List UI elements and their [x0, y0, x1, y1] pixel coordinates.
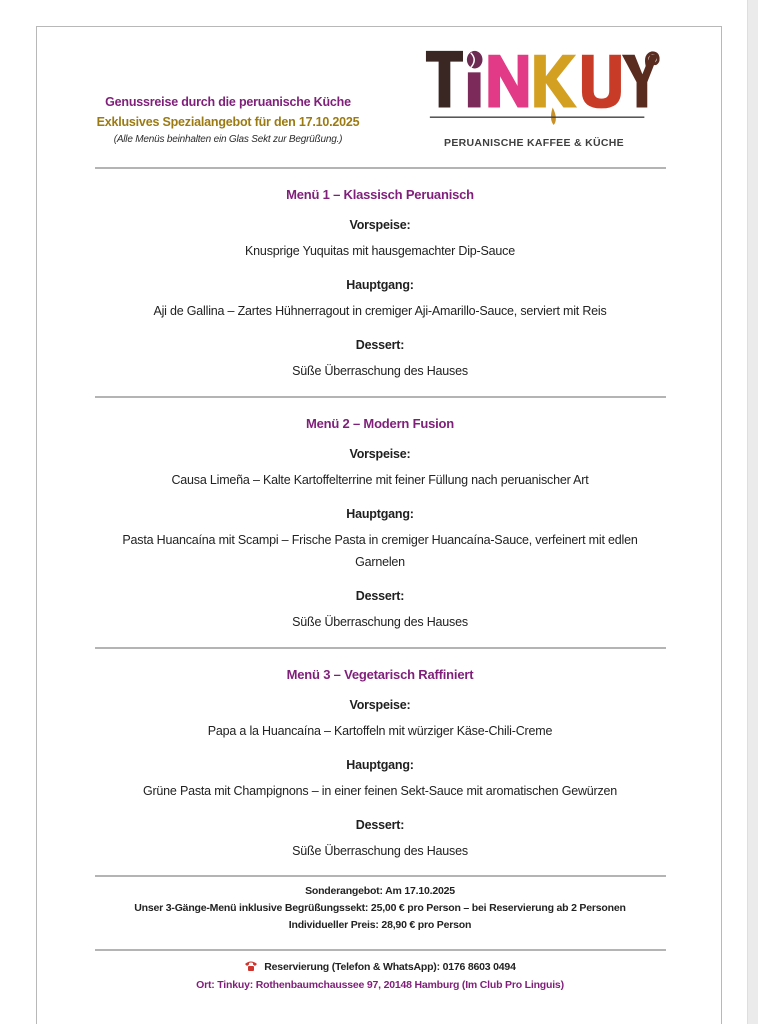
- menu-title: Menü 2 – Modern Fusion: [306, 416, 454, 431]
- page-edge: [747, 0, 758, 1024]
- dish-main: Grüne Pasta mit Champignons – in einer feinen Sekt-Sauce mit aromatischen Gewürzen: [142, 784, 618, 798]
- course-label-starter: Vorspeise:: [349, 447, 411, 461]
- course-label-main: Hauptgang:: [346, 507, 414, 521]
- reservation-text: Reservierung (Telefon & WhatsApp): 0176 8603 0494: [264, 961, 516, 973]
- divider: [95, 167, 666, 169]
- dish-main: Aji de Gallina – Zartes Hühnerragout in cremiger Aji-Amarillo-Sauce, serviert mit Reis: [153, 304, 607, 318]
- menu-2: [57, 416, 703, 633]
- menu-flyer: [36, 26, 722, 1024]
- menu-title: Menü 3 – Vegetarisch Raffiniert: [286, 667, 474, 682]
- intro-offer-line: Exklusives Spezialangebot für den 17.10.2025: [96, 115, 360, 129]
- dish-dessert: Süße Überraschung des Hauses: [292, 364, 468, 378]
- logo-subtitle: PERUANISCHE KAFFEE & KÜCHE: [444, 137, 624, 149]
- intro-headline: Genussreise durch die peruanische Küche: [105, 95, 351, 109]
- divider: [95, 875, 666, 877]
- offer-individual-price: Individueller Preis: 28,90 € pro Person: [288, 919, 472, 931]
- dish-starter: Knusprige Yuquitas mit hausgemachter Dip-Sauce: [245, 244, 515, 258]
- menu-title: Menü 1 – Klassisch Peruanisch: [286, 187, 474, 202]
- dish-starter: Papa a la Huancaína – Kartoffeln mit würziger Käse-Chili-Creme: [207, 724, 553, 738]
- menu-1: [57, 187, 703, 382]
- divider: [95, 396, 666, 398]
- dish-starter: Causa Limeña – Kalte Kartoffelterrine mit feiner Füllung nach peruanischer Art: [171, 473, 589, 487]
- course-label-dessert: Dessert:: [355, 338, 405, 352]
- special-offer: [57, 883, 703, 934]
- dish-main: Pasta Huancaína mit Scampi – Frische Pasta in cremiger Huancaína-Sauce, verfeinert mit edlen Garnelen: [122, 533, 638, 569]
- course-label-main: Hauptgang:: [346, 758, 414, 772]
- offer-price: Unser 3-Gänge-Menü inklusive Begrüßungssekt: 25,00 € pro Person – bei Reservierung ab 2 Personen: [134, 902, 626, 914]
- reservation-line: [57, 960, 703, 973]
- logo-wordmark: [421, 47, 661, 125]
- course-label-starter: Vorspeise:: [349, 698, 411, 712]
- offer-date: Sonderangebot: Am 17.10.2025: [305, 885, 455, 897]
- dish-dessert: Süße Überraschung des Hauses: [292, 615, 468, 629]
- location-line: Ort: Tinkuy: Rothenbaumchaussee 97, 20148 Hamburg (Im Club Pro Linguis): [196, 979, 564, 991]
- tinkuy-logo: [421, 47, 676, 159]
- course-label-starter: Vorspeise:: [349, 218, 411, 232]
- dish-dessert: Süße Überraschung des Hauses: [292, 844, 468, 858]
- divider: [95, 949, 666, 951]
- course-label-dessert: Dessert:: [355, 589, 405, 603]
- menu-3: [57, 667, 703, 862]
- intro-block: [93, 95, 363, 145]
- contact-block: [57, 960, 703, 991]
- divider: [95, 647, 666, 649]
- phone-icon: [244, 960, 258, 972]
- course-label-main: Hauptgang:: [346, 278, 414, 292]
- intro-note: (Alle Menüs beinhalten ein Glas Sekt zur Begrüßung.): [113, 134, 343, 145]
- course-label-dessert: Dessert:: [355, 818, 405, 832]
